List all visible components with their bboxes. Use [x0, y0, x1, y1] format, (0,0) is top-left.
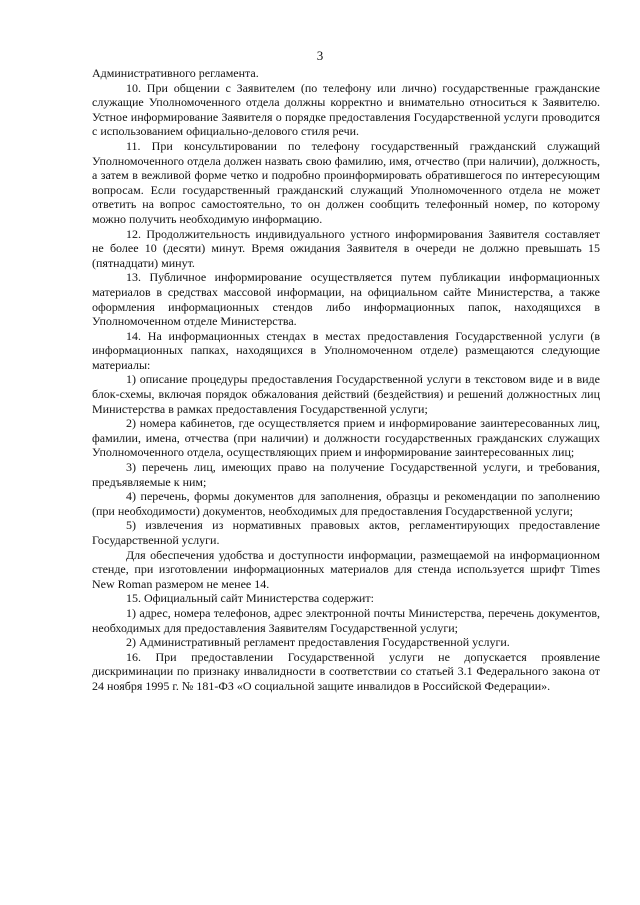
- page-number: 3: [316, 48, 324, 63]
- list-item-14-3: 3) перечень лиц, имеющих право на получение Государственной услуги, и требования, предъявляемые к ним;: [92, 460, 600, 489]
- document-body: [92, 66, 600, 694]
- list-item-14-5: 5) извлечения из нормативных правовых актов, регламентирующих предоставление Государственной услуги.: [92, 518, 600, 547]
- list-item-15-1: 1) адрес, номера телефонов, адрес электронной почты Министерства, перечень документов, необходимых для предоставления Заявителям Государственной услуги;: [92, 605, 600, 635]
- paragraph-16: 16. При предоставлении Государственной услуги не допускается проявление дискриминации по признаку инвалидности в соответствии со статьей 3.1 Федерального закона от 24 ноября 1995 г. № 181-ФЗ «О социальной защите инвалидов в Российской Федерации».: [92, 649, 600, 693]
- list-item-14-1: 1) описание процедуры предоставления Государственной услуги в текстовом виде и в виде блок-схемы, включая порядок обжалования действий (бездействия) и решений должностных лиц Министерства в рамках предоставления Государственной услуги;: [92, 372, 600, 416]
- paragraph-12: 12. Продолжительность индивидуального устного информирования Заявителя составляет не более 10 (десяти) минут. Время ожидания Заявителя в очереди не должно превышать 15 (пятнадцати) минут.: [92, 226, 600, 270]
- paragraph-continuation: Административного регламента.: [92, 66, 259, 80]
- paragraph-15: 15. Официальный сайт Министерства содержит:: [126, 591, 374, 606]
- paragraph-14: 14. На информационных стендах в местах предоставления Государственной услуги (в информационных папках, находящихся в Уполномоченном отделе) размещаются следующие материалы:: [92, 328, 600, 372]
- list-item-15-2: 2) Административный регламент предоставления Государственной услуги.: [126, 635, 510, 650]
- paragraph-11: 11. При консультировании по телефону государственный гражданский служащий Уполномоченного отдела должен назвать свою фамилию, имя, отчество (при наличии), должность, а затем в вежливой форме четко и подробно проинформировать обратившегося по интересующим вопросам. Если государственный гражданский служащий Уполномоченного отдела не может ответить на вопрос самостоятельно, то он должен сообщить телефонный номер, по которому можно получить необходимую информацию.: [92, 138, 600, 226]
- paragraph-13: 13. Публичное информирование осуществляется путем публикации информационных материалов в средствах массовой информации, на официальном сайте Министерства, а также оформления информационных стендов либо информационных папок, находящихся в Уполномоченном отделе Министерства.: [92, 270, 600, 329]
- paragraph-10: 10. При общении с Заявителем (по телефону или лично) государственные гражданские служащие Уполномоченного отдела должны корректно и внимательно относиться к Заявителю. Устное информирование Заявителя о порядке предоставления Государственной услуги проводится с использованием официально-делового стиля речи.: [92, 80, 600, 139]
- paragraph-font-requirement: Для обеспечения удобства и доступности информации, размещаемой на информационном стенде, при изготовлении информационных материалов для стенда используется шрифт Times New Roman размером не менее 14.: [92, 547, 600, 591]
- list-item-14-2: 2) номера кабинетов, где осуществляется прием и информирование заинтересованных лиц, фамилии, имена, отчества (при наличии) и должности государственных гражданских служащих Уполномоченного отдела, осуществляющих прием и информирование заинтересованных лиц;: [92, 416, 600, 460]
- list-item-14-4: 4) перечень, формы документов для заполнения, образцы и рекомендации по заполнению (при необходимости) документов, необходимых для предоставления Государственной услуги;: [92, 489, 600, 518]
